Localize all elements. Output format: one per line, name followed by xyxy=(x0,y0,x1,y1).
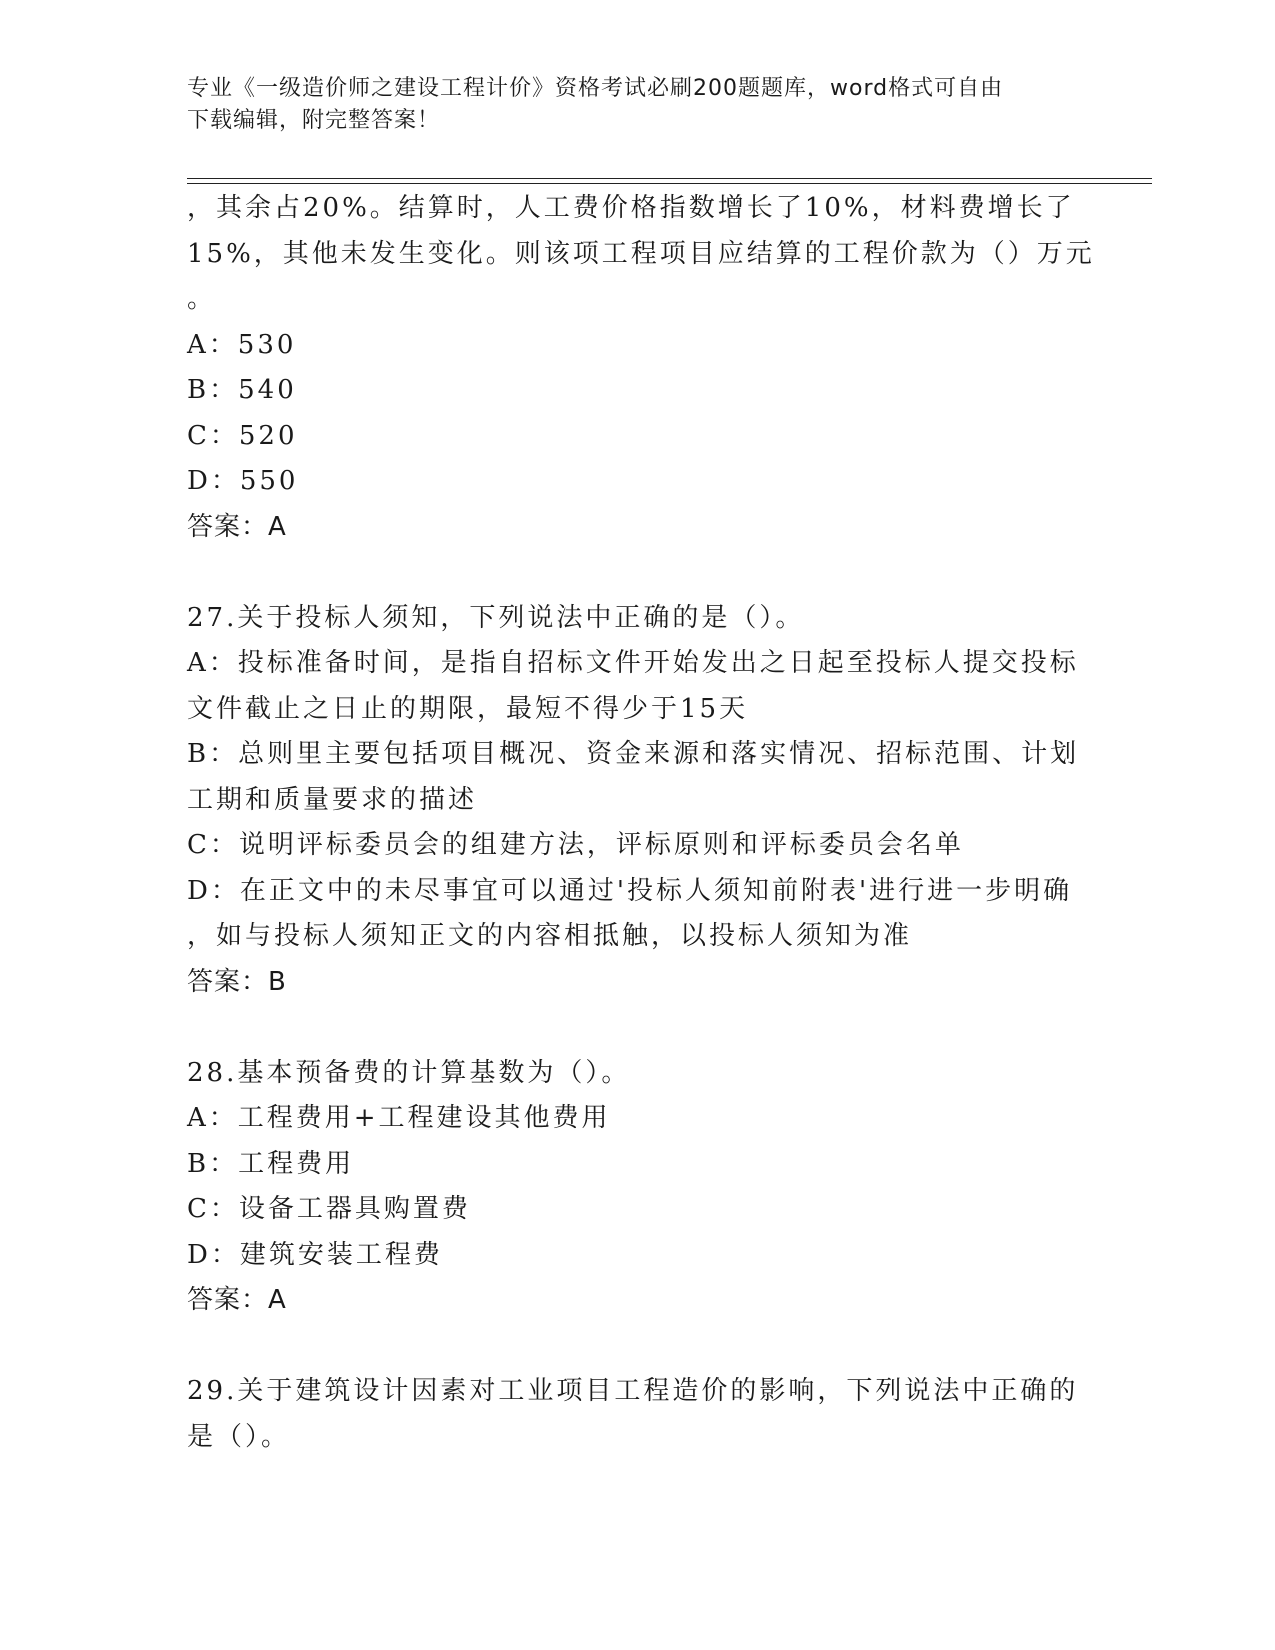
option-b-continued: 工期和质量要求的描述 xyxy=(187,784,478,815)
question-text-line: 。 xyxy=(187,284,217,314)
header-divider-top xyxy=(187,178,1152,179)
option-d: D：550 xyxy=(187,466,299,496)
header-divider-bottom xyxy=(187,183,1152,184)
option-a-continued: 文件截止之日止的期限，最短不得少于15天 xyxy=(187,693,749,724)
question-26 xyxy=(187,186,1095,550)
option-c: C：设备工器具购置费 xyxy=(187,1194,471,1224)
question-title: 27.关于投标人须知，下列说法中正确的是（）。 xyxy=(187,602,805,633)
option-a: A：530 xyxy=(187,329,297,360)
option-a: A：工程费用+工程建设其他费用 xyxy=(187,1103,611,1133)
question-title: 29.关于建筑设计因素对工业项目工程造价的影响，下列说法中正确的 xyxy=(187,1376,1079,1406)
question-28 xyxy=(187,1051,1087,1324)
spacer xyxy=(187,1324,1087,1370)
question-title-continued: 是（）。 xyxy=(187,1421,291,1452)
header-line-1: 专业《一级造价师之建设工程计价》资格考试必刷200题题库，word格式可自由 xyxy=(187,76,1004,101)
document-body xyxy=(187,186,1095,1460)
answer-label: 答案：B xyxy=(187,966,287,997)
option-c: C：说明评标委员会的组建方法，评标原则和评标委员会名单 xyxy=(187,830,964,860)
question-title: 28.基本预备费的计算基数为（）。 xyxy=(187,1057,631,1088)
option-d-continued: ，如与投标人须知正文的内容相抵触，以投标人须知为准 xyxy=(187,921,913,951)
answer-label: 答案：A xyxy=(187,511,287,542)
option-b: B：总则里主要包括项目概况、资金来源和落实情况、招标范围、计划 xyxy=(187,739,1080,769)
spacer xyxy=(187,1005,1087,1051)
option-c: C：520 xyxy=(187,420,298,451)
question-text-line: 15%，其他未发生变化。则该项工程项目应结算的工程价款为（）万元 xyxy=(187,238,1095,269)
answer-label: 答案：A xyxy=(187,1285,287,1315)
question-29 xyxy=(187,1369,1087,1460)
option-b: B：工程费用 xyxy=(187,1148,355,1179)
document-header xyxy=(187,73,1087,137)
header-line-2: 下载编辑，附完整答案！ xyxy=(187,108,441,133)
question-27 xyxy=(187,596,1087,1006)
option-d: D：建筑安装工程费 xyxy=(187,1239,443,1270)
option-d: D：在正文中的未尽事宜可以通过'投标人须知前附表'进行进一步明确 xyxy=(187,875,1073,906)
option-b: B：540 xyxy=(187,375,297,405)
spacer xyxy=(187,550,1087,596)
question-text-line: ，其余占20%。结算时，人工费价格指数增长了10%，材料费增长了 xyxy=(187,193,1075,223)
option-a: A：投标准备时间，是指自招标文件开始发出之日起至投标人提交投标 xyxy=(187,648,1079,678)
